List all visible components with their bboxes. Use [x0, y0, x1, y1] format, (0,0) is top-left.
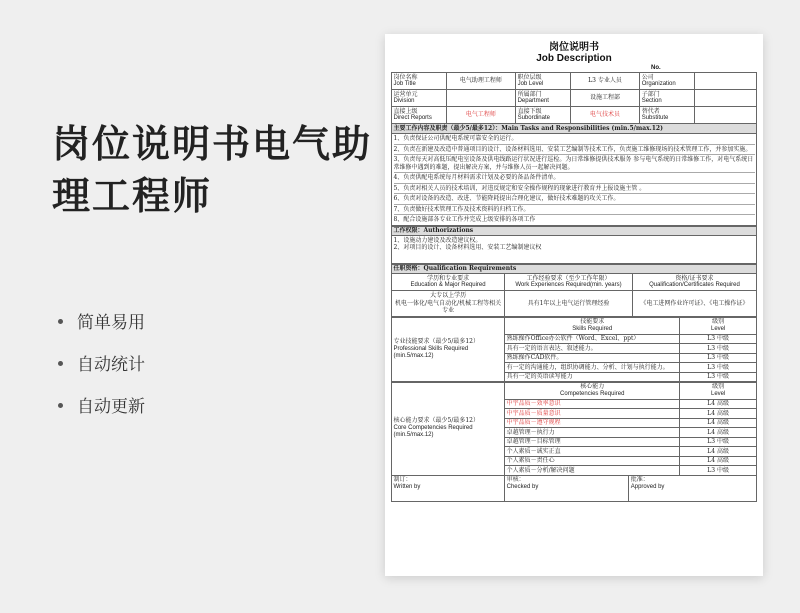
education-header-en: Education & Major Required — [410, 282, 486, 289]
authorization-item: 1、设施动力建设及改造建议权。 — [393, 236, 482, 244]
feature-label: 简单易用 — [77, 313, 145, 333]
skill-level: L3 中级 — [680, 372, 757, 382]
experience-header-en: Work Experiences Required(min. years) — [515, 282, 622, 289]
skill-name: 熟练操作CAD软件。 — [505, 353, 680, 363]
responsibilities-heading: 主要工作内容及职责（最少5/最多12）：Main Tasks and Responsibilities (min.5/max.12) — [392, 124, 757, 134]
feature-list — [58, 312, 145, 438]
skill-name: 有一定的沟通能力，组织协调能力、分析、计划与执行能力。 — [505, 363, 680, 373]
field-value — [694, 90, 756, 107]
competency-level-header — [680, 382, 757, 399]
field-label — [392, 73, 447, 90]
field-label-cn: 替代者 — [641, 107, 660, 115]
skill-column-header-cn: 技能要求 — [580, 318, 605, 326]
skill-name: 熟练操作Office办公软件（Word、Excel、ppt） — [505, 334, 680, 344]
competency-name: 个人素质－责任心 — [505, 456, 680, 466]
authorizations-heading: 工作权限：Authorizations — [392, 226, 757, 236]
qualification-table — [391, 264, 757, 318]
authorizations-list — [392, 236, 757, 264]
field-label-en: Organization — [641, 81, 676, 87]
competency-level: L4 高级 — [680, 399, 757, 409]
field-value — [694, 73, 756, 90]
competency-label-cn: 核心能力要求（最少5/最多12） — [393, 417, 479, 425]
field-label — [392, 90, 447, 107]
field-value: 电气工程师 — [446, 107, 515, 124]
certificates-header — [632, 274, 756, 291]
responsibility-item: 4、负责供配电系统每月材料需求计划及必要的备品备件清单。 — [394, 173, 755, 184]
experience-header-cn: 工作经验要求（至少工作年限） — [526, 274, 611, 282]
responsibility-item: 8、配合设施部各专业工作并完成上级安排的各项工作 — [393, 216, 536, 224]
competency-level: L3 中级 — [680, 437, 757, 447]
signature-label-en: Written by — [393, 483, 421, 490]
skill-label-en: Professional Skills Required (min.5/max.12) — [393, 345, 469, 360]
field-value — [694, 107, 756, 124]
bullet-icon — [58, 319, 63, 324]
competency-header-row — [392, 382, 757, 399]
feature-item — [58, 312, 145, 354]
skill-header-row — [392, 317, 757, 334]
skill-level-header — [680, 317, 757, 334]
field-label — [516, 73, 571, 90]
feature-label: 自动更新 — [77, 397, 145, 417]
signature-label-cn: 批准： — [630, 476, 649, 484]
field-value: 电气助理工程师 — [446, 73, 515, 90]
field-label-cn: 职位层级 — [517, 73, 542, 81]
field-label-en: Substitute — [641, 115, 669, 121]
skills-table — [391, 317, 757, 383]
responsibilities-table — [391, 123, 757, 226]
field-label-cn: 直接下级 — [517, 107, 542, 115]
competency-name: 个人素质－分析/解决问题 — [505, 466, 680, 476]
field-label — [392, 107, 447, 124]
signature-label-en: Checked by — [506, 483, 539, 490]
competency-level-header-en: Level — [710, 390, 726, 397]
field-value — [446, 90, 515, 107]
job-description-document — [385, 34, 763, 576]
field-label-cn: 岗位名称 — [393, 73, 418, 81]
skill-column-header-en: Skills Required — [572, 325, 613, 332]
certificates-header-cn: 资格/证书要求 — [675, 274, 714, 282]
competency-name: 中宇品质－效率意识 — [505, 399, 680, 409]
education-header-cn: 学历和专业要求 — [427, 274, 470, 282]
competency-name: 中宇品质－质量意识 — [505, 409, 680, 419]
responsibility-item: 6、负责对设备的改造、改进、节能降耗提出合理化建议，做好技术难题的攻关工作。 — [394, 194, 755, 205]
doc-number-label: No. — [651, 65, 661, 71]
doc-title-cn: 岗位说明书 — [549, 42, 599, 53]
signature-cell — [505, 475, 629, 501]
bullet-icon — [58, 361, 63, 366]
field-label — [640, 90, 695, 107]
competency-name: 卓越管理－执行力 — [505, 428, 680, 438]
skill-level: L3 中级 — [680, 353, 757, 363]
competency-label-en: Core Competencies Required (min.5/max.12) — [393, 424, 473, 439]
skill-level-header-cn: 级别 — [712, 318, 725, 326]
skill-column-header — [505, 317, 680, 334]
field-label-en: Department — [517, 98, 549, 104]
competency-level: L4 高级 — [680, 456, 757, 466]
authorization-item: 2、对项目的设计、设备材料选用、安装工艺编制建议权 — [393, 244, 542, 252]
field-value: 电气技术员 — [570, 107, 639, 124]
competency-name: 个人素质－诚实正直 — [505, 447, 680, 457]
feature-item — [58, 354, 145, 396]
field-label-en: Subordinate — [517, 115, 550, 121]
responsibilities-list — [392, 133, 757, 226]
competency-name: 卓越管理－目标管理 — [505, 437, 680, 447]
signature-label-cn: 制订： — [393, 476, 412, 484]
responsibility-item: 1、负责保证公司供配电系统可靠安全的运行。 — [394, 134, 755, 145]
signature-label-cn: 审核： — [506, 476, 525, 484]
field-label-en: Job Level — [517, 81, 544, 87]
field-value: 设施工程部 — [570, 90, 639, 107]
competency-column-header — [505, 382, 680, 399]
qualification-heading: 任职资格：Qualification Requirements — [392, 264, 757, 274]
experience-header — [505, 274, 633, 291]
certificates-value: 《电工进网作业许可证》、《电工操作证》 — [632, 291, 756, 317]
field-label — [640, 107, 695, 124]
responsibility-item: 5、负责对相关人员的技术培训，对违反规定和安全操作规程的现象进行教育并上报设施主管 。 — [394, 184, 755, 195]
skill-label-cn: 专业技能要求（最少5/最多12） — [393, 338, 479, 346]
field-label — [640, 73, 695, 90]
competency-name: 中宇品质－遵守规程 — [505, 418, 680, 428]
doc-title-en: Job Description — [536, 53, 612, 64]
skill-name: 具有一定的英语读写能力 — [505, 372, 680, 382]
competency-level-header-cn: 级别 — [712, 383, 725, 391]
field-label-cn: 运营单元 — [393, 90, 418, 98]
competency-level: L4 高级 — [680, 418, 757, 428]
field-label-cn: 直接上级 — [393, 107, 418, 115]
skill-name: 具有一定的语言表达、叙述能力。 — [505, 344, 680, 354]
competencies-table — [391, 382, 757, 476]
signature-table — [391, 475, 757, 502]
responsibility-item: 2、负责在新建及改造中普通项目的设计、设备材料选用、安装工艺编制等技术工作，负责施工维修现场的技术管理工作，并参加实施。 — [394, 145, 755, 156]
skill-level-header-en: Level — [710, 325, 726, 332]
feature-label: 自动统计 — [77, 355, 145, 375]
competency-column-header-cn: 核心能力 — [580, 383, 605, 391]
field-label — [516, 107, 571, 124]
authorizations-table — [391, 226, 757, 265]
competency-label — [392, 382, 505, 475]
feature-item — [58, 396, 145, 438]
competency-level: L4 高级 — [680, 428, 757, 438]
competency-column-header-en: Competencies Required — [560, 390, 625, 397]
responsibility-item: 7、负责做好技术管理工作及技术资料的归档工作。 — [394, 205, 755, 216]
competency-level: L3 中级 — [680, 466, 757, 476]
responsibility-item: 3、负责每天对高低压配电室设备及供电线路运行状况进行巡检。为日常维修提供技术服务 参与电气系统的日常维修工作，对电气系统日常维修中遇到的难题，提出解决方案，并与维修人员一起解决问题。 — [394, 155, 755, 173]
skill-level: L3 中级 — [680, 363, 757, 373]
education-value: 大专以上学历 机电一体化/电气自动化/机械工程等相关专业 — [392, 291, 505, 317]
skill-label — [392, 317, 505, 382]
signature-label-en: Approved by — [630, 483, 665, 490]
field-label-cn: 公司 — [641, 73, 654, 81]
field-label-en: Job Title — [393, 81, 416, 87]
competency-level: L4 高级 — [680, 447, 757, 457]
bullet-icon — [58, 403, 63, 408]
header-row — [392, 90, 757, 107]
field-label-cn: 所属部门 — [517, 90, 542, 98]
signature-cell — [629, 475, 757, 501]
field-label-en: Division — [393, 98, 415, 104]
competency-level: L4 高级 — [680, 409, 757, 419]
header-row — [392, 107, 757, 124]
education-header — [392, 274, 505, 291]
skill-level: L3 中级 — [680, 344, 757, 354]
promo-title: 岗位说明书电气助理工程师 — [52, 122, 373, 218]
signature-cell — [392, 475, 505, 501]
field-value: L3 专业人员 — [570, 73, 639, 90]
field-label-en: Section — [641, 98, 662, 104]
experience-value: 具有1年以上电气运行管理经验 — [505, 291, 633, 317]
field-label-cn: 子部门 — [641, 90, 660, 98]
field-label-en: Direct Reports — [393, 115, 432, 121]
header-row — [392, 73, 757, 90]
certificates-header-en: Qualification/Certificates Required — [649, 282, 740, 289]
skill-level: L3 中级 — [680, 334, 757, 344]
header-info-table — [391, 72, 757, 124]
field-label — [516, 90, 571, 107]
